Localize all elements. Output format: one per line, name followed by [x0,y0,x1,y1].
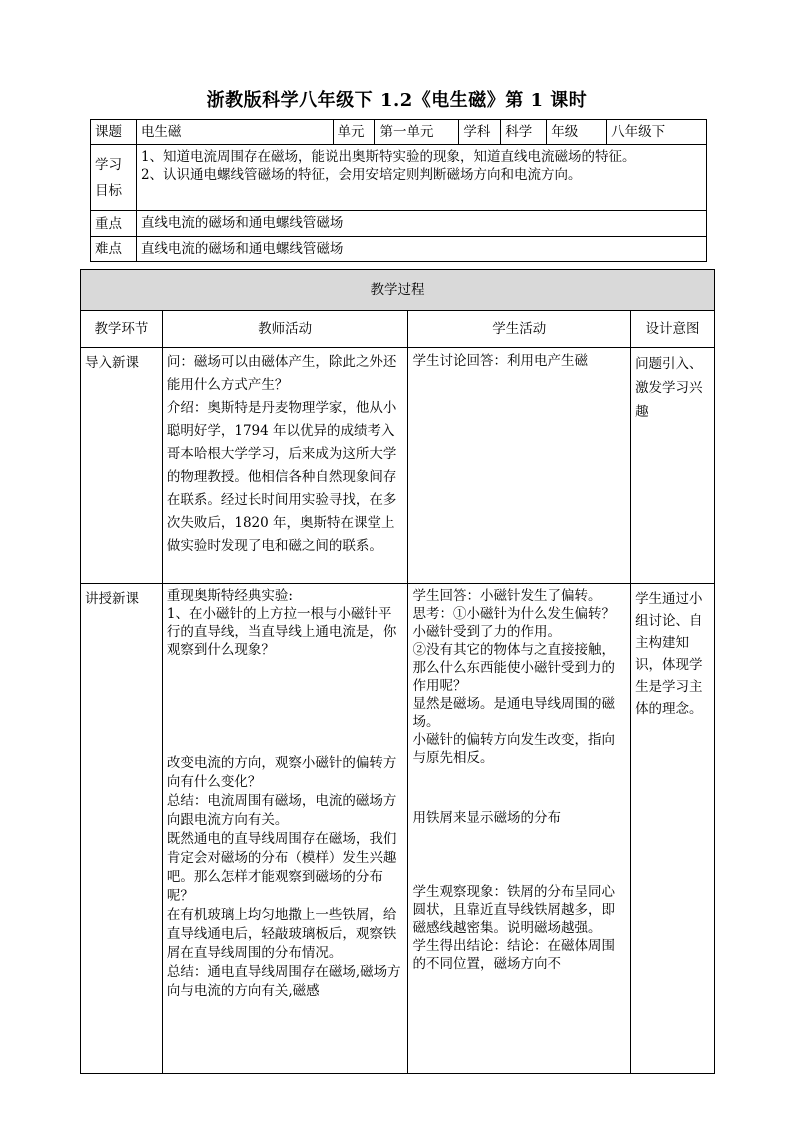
teaching-process-table [80,269,715,1074]
goals-label: 学习目标 [91,145,137,211]
col-stage-header: 教学环节 [81,311,163,348]
teacher-activity-new-lesson [162,584,408,1074]
info-row-difficulty [91,237,707,262]
teacher-activity-part-b: 改变电流的方向，观察小磁针的偏转方向有什么变化？ 总结：电流周围有磁场，电流的磁场方向跟电流方向有关。 既然通电的直导线周围存在磁场，我们肯定会对磁场的分布（模样）发生兴趣吧。那么怎样才能观察到磁场的分布呢？ 在有机玻璃上均匀地撒上一些铁屑，给直导线通电后，轻敲玻璃板后，观察铁屑在直导线周围的分布情况。 总结：通电直导线周围存在磁场,磁场方向与电流的方向有关,磁感 [166,755,401,999]
col-student-header: 学生活动 [408,311,631,348]
info-row-topic [91,120,707,145]
design-intent-intro: 问题引入、激发学习兴趣 [631,348,715,584]
design-intent-new-lesson: 学生通过小组讨论、自主构建知识，体现学生是学习主体的理念。 [631,584,715,1074]
unit-value: 第一单元 [375,120,459,145]
goals-value [136,145,706,211]
course-info-table [90,119,707,262]
page-title: 浙教版科学八年级下 1.2《电生磁》第 1 课时 [206,90,588,111]
subject-label: 学科 [459,120,501,145]
stage-new-lesson: 讲授新课 [81,584,163,1074]
grade-value: 八年级下 [607,120,707,145]
student-activity-intro: 学生讨论回答：利用电产生磁 [408,348,631,584]
info-row-key [91,211,707,237]
teacher-activity-part-a: 重现奥斯特经典实验: 1、在小磁针的上方拉一根与小磁针平行的直导线，当直导线上通电流是，你观察到什么现象？ [166,588,397,658]
student-activity-part-b: 用铁屑来显示磁场的分布 [412,810,561,826]
info-row-goals [91,145,707,211]
col-teacher-header: 教师活动 [162,311,408,348]
col-design-header: 设计意图 [631,311,715,348]
student-activity-new-lesson [408,584,631,1074]
topic-value: 电生磁 [136,120,333,145]
process-header-row [81,311,715,348]
goal-1: 1、知道电流周围存在磁场，能说出奥斯特实验的现象，知道直线电流磁场的特征。 [140,149,636,165]
process-band: 教学过程 [81,270,715,311]
unit-label: 单元 [333,120,375,145]
process-band-row [81,270,715,311]
process-row-new-lesson [81,584,715,1074]
difficulty-value: 直线电流的磁场和通电螺线管磁场 [136,237,706,262]
stage-intro: 导入新课 [81,348,163,584]
key-value: 直线电流的磁场和通电螺线管磁场 [136,211,706,237]
student-activity-part-c: 学生观察现象：铁屑的分布呈同心圆状，且靠近直导线铁屑越多，即磁感线越密集。说明磁场越强。 学生得出结论：结论：在磁体周围的不同位置，磁场方向不 [412,884,615,972]
subject-value: 科学 [501,120,547,145]
process-row-intro [81,348,715,584]
student-activity-part-a: 学生回答：小磁针发生了偏转。 思考：①小磁针为什么发生偏转？ 小磁针受到了力的作用。 ②没有其它的物体与之直接接触，那么什么东西能使小磁针受到力的作用呢？ 显然是磁场。是通电导线周围的磁场。 小磁针的偏转方向发生改变，指向与原先相反。 [412,588,615,766]
topic-label: 课题 [91,120,137,145]
teacher-activity-intro: 问：磁场可以由磁体产生，除此之外还能用什么方式产生？ 介绍：奥斯特是丹麦物理学家，他从小聪明好学，1794 年以优异的成绩考入哥本哈根大学学习，后来成为这所大学的物理教授。他相信各种自然现象间存在联系。经过长时间用实验寻找，在多次失败后，1820 年，奥斯特在课堂上做实验时发现了电和磁之间的联系。 [162,348,408,584]
difficulty-label: 难点 [91,237,137,262]
grade-label: 年级 [547,120,607,145]
goal-2: 2、认识通电螺线管磁场的特征，会用安培定则判断磁场方向和电流方向。 [140,167,582,183]
key-label: 重点 [91,211,137,237]
